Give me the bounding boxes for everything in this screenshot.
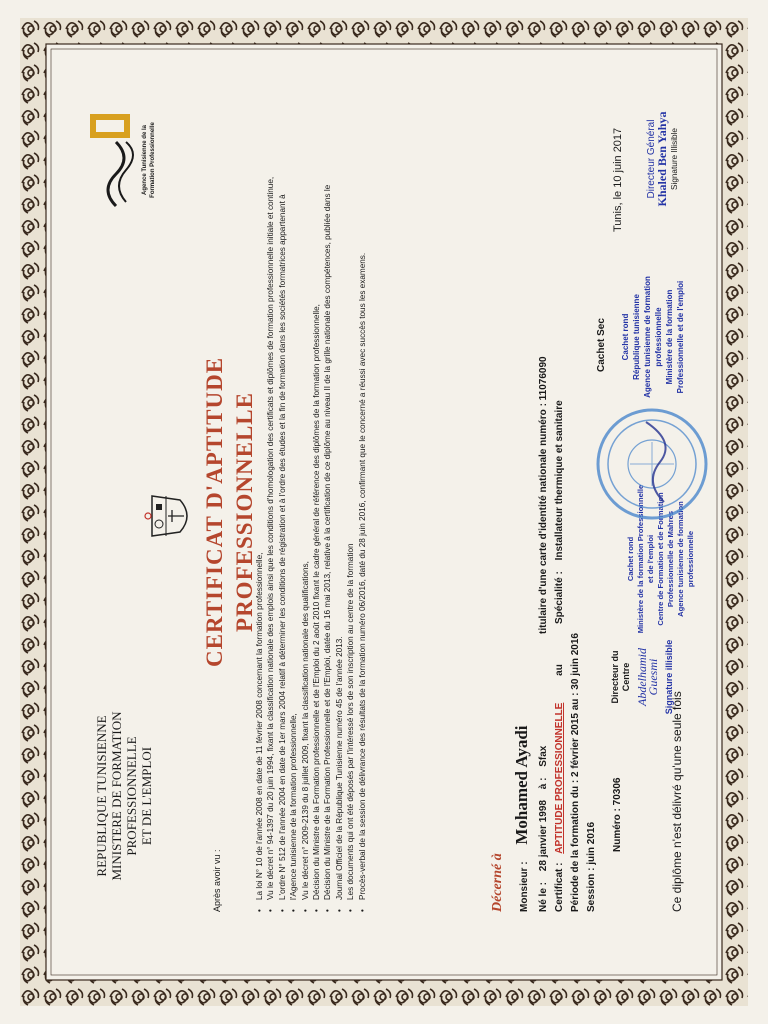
cachet-sec-label: Cachet Sec bbox=[596, 318, 607, 372]
stamp-text-line: Cachet rond bbox=[626, 536, 635, 582]
birth-date: 28 janvier 1998 bbox=[538, 800, 549, 872]
id-line: titulaire d'une carte d'identité nationale numéro : 11076090 bbox=[538, 356, 549, 634]
directeur-centre-signature: Signature illisible bbox=[663, 639, 674, 715]
session-line: Session : juin 2016 bbox=[586, 821, 597, 912]
directeur-general-title: Directeur Général bbox=[646, 119, 657, 199]
directeur-general-name: Khaled Ben Yahya bbox=[655, 111, 670, 207]
directeur-general-block bbox=[646, 94, 680, 224]
certificat-label: Certificat : bbox=[554, 862, 565, 912]
list-item: • Vu le décret n° 94-1397 du 20 juin 1994, fixant la classification nationale des emplois ainsi que les conditions d'homologation des certificats et diplômes de formation professionnelle initiale et continue, bbox=[265, 72, 276, 912]
directeur-centre-block bbox=[610, 632, 675, 722]
official-stamp-icon bbox=[594, 406, 710, 522]
directeur-centre-name: Abdelhamid bbox=[634, 648, 649, 706]
monsieur-label: Monsieur : bbox=[519, 861, 530, 912]
decerne-label: Décerné à bbox=[490, 853, 505, 912]
ministry-line: PROFESSIONNELLE bbox=[124, 736, 139, 856]
certificat-value: APTITUDE PROFESSIONNELLE bbox=[554, 702, 565, 854]
directeur-general-signature: Signature Illisible bbox=[669, 128, 679, 190]
list-item: • Procès-verbal de la session de délivrance des résultats de la formation numéro 06/2016, daté du 28 juin 2016, confirmant que le concerné a réussi avec succès tous les examens. bbox=[357, 72, 368, 912]
footer-note: Ce diplôme n'est délivré qu'une seule fois bbox=[670, 691, 684, 912]
birth-line bbox=[538, 746, 549, 912]
list-item: • l'Agence tunisienne de la formation professionnelle, bbox=[288, 72, 299, 912]
specialite-label: Spécialité : bbox=[554, 571, 565, 624]
list-item: • La loi N° 10 de l'année 2008 en date de 11 février 2008 concernant la formation professionnelle, bbox=[254, 72, 265, 912]
certificat-line bbox=[554, 664, 565, 912]
ne-le-label: Né le : bbox=[538, 881, 549, 912]
ministry-line: ET DE L'EMPLOI bbox=[139, 746, 154, 846]
stamp-text-line: professionnelle bbox=[654, 307, 663, 367]
stamp-text-line: professionnelle bbox=[686, 530, 695, 588]
date-place: Tunis, le 10 juin 2017 bbox=[612, 127, 624, 232]
recipient-name: Mohamed Ayadi bbox=[512, 725, 531, 845]
directeur-centre-title: Directeur du bbox=[610, 650, 620, 704]
specialite-value: Installateur thermique et sanitaire bbox=[554, 400, 565, 561]
list-item: • Vu le décret n° 2009-2139 du 8 juillet 2009, fixant la classification nationale des qualifications, bbox=[300, 72, 311, 912]
specialite-line bbox=[554, 400, 565, 624]
certificate-number: Numéro : 70306 bbox=[612, 777, 623, 852]
list-item: • Décision du Ministre de la Formation professionnelle et de l'Emploi du 2 août 2010 fixant le cadre général de référence des diplômes de la formation professionnelle, bbox=[311, 72, 322, 912]
recipient-name-line bbox=[512, 725, 532, 912]
agency-logo bbox=[86, 110, 158, 210]
directeur-centre-name: Guesmi bbox=[646, 658, 661, 696]
ministry-line: MINISTERE DE FORMATION bbox=[109, 711, 124, 881]
stamp-text-line: République tunisienne bbox=[632, 294, 641, 380]
apres-avoir-vu-label: Après avoir vu : bbox=[212, 849, 222, 912]
stamp-text-line: Professionnelle de Mahres bbox=[666, 510, 675, 608]
considerants-list bbox=[254, 72, 368, 912]
ministry-line: REPUBLIQUE TUNISIENNE bbox=[94, 715, 109, 877]
periode-line: Période de la formation du : 2 février 2015 au : 30 juin 2016 bbox=[570, 633, 581, 912]
stamp-text-line: Agence tunisienne de formation bbox=[676, 501, 685, 617]
stamp-text-line: Centre de Formation et de Formation bbox=[656, 492, 665, 626]
stamp-text-line: Ministère de la formation bbox=[665, 289, 674, 385]
au-label: au bbox=[554, 664, 565, 676]
certificate-title-line1: CERTIFICAT D'APTITUDE bbox=[202, 356, 227, 668]
ministry-header bbox=[94, 686, 154, 906]
certificate-title-line2: PROFESSIONNELLE bbox=[232, 392, 257, 632]
stamp-text-line: et de l'emploi bbox=[646, 534, 655, 584]
certificate-sheet bbox=[64, 72, 704, 952]
list-item: • Journal Officiel de la République Tunisienne numéro 45 de l'année 2013. bbox=[334, 72, 345, 912]
stamp-text-line: Ministère de la formation Professionnelle bbox=[636, 484, 645, 634]
stamp-text-line: Cachet rond bbox=[621, 313, 630, 361]
birth-place: Sfax bbox=[538, 745, 549, 767]
directeur-centre-title: Centre bbox=[621, 662, 632, 692]
list-item: • Décision du Ministre de la Formation Professionnelle et de l'Emploi, datée du 16 mai 2013, relative à la certification de ce diplôme au niveau II de la grille nationale des compétences, publiée dans le bbox=[322, 72, 333, 912]
stamp-text-line: Agence tunisienne de formation bbox=[643, 276, 652, 398]
list-item: • Les documents qui ont été déposés par l'intéressé lors de son inscription au centre de la formation bbox=[345, 72, 356, 912]
agency-logo-text: Agence Tunisienne de la Formation Professionnelle bbox=[142, 122, 156, 198]
stamp-text-line: Professionnelle et de l'emploi bbox=[676, 280, 685, 394]
birth-place-label: à : bbox=[538, 777, 549, 790]
list-item: • L'ordre N° 512 de l'année 2004 en date de 1er mars 2004 relatif à déterminer les conditions de régistration et à l'ordre des études et la fin de formation dans les sociétés formatrices appartenant à bbox=[277, 72, 288, 912]
cachet-rond-agence bbox=[620, 252, 686, 422]
national-emblem-icon bbox=[144, 486, 196, 546]
